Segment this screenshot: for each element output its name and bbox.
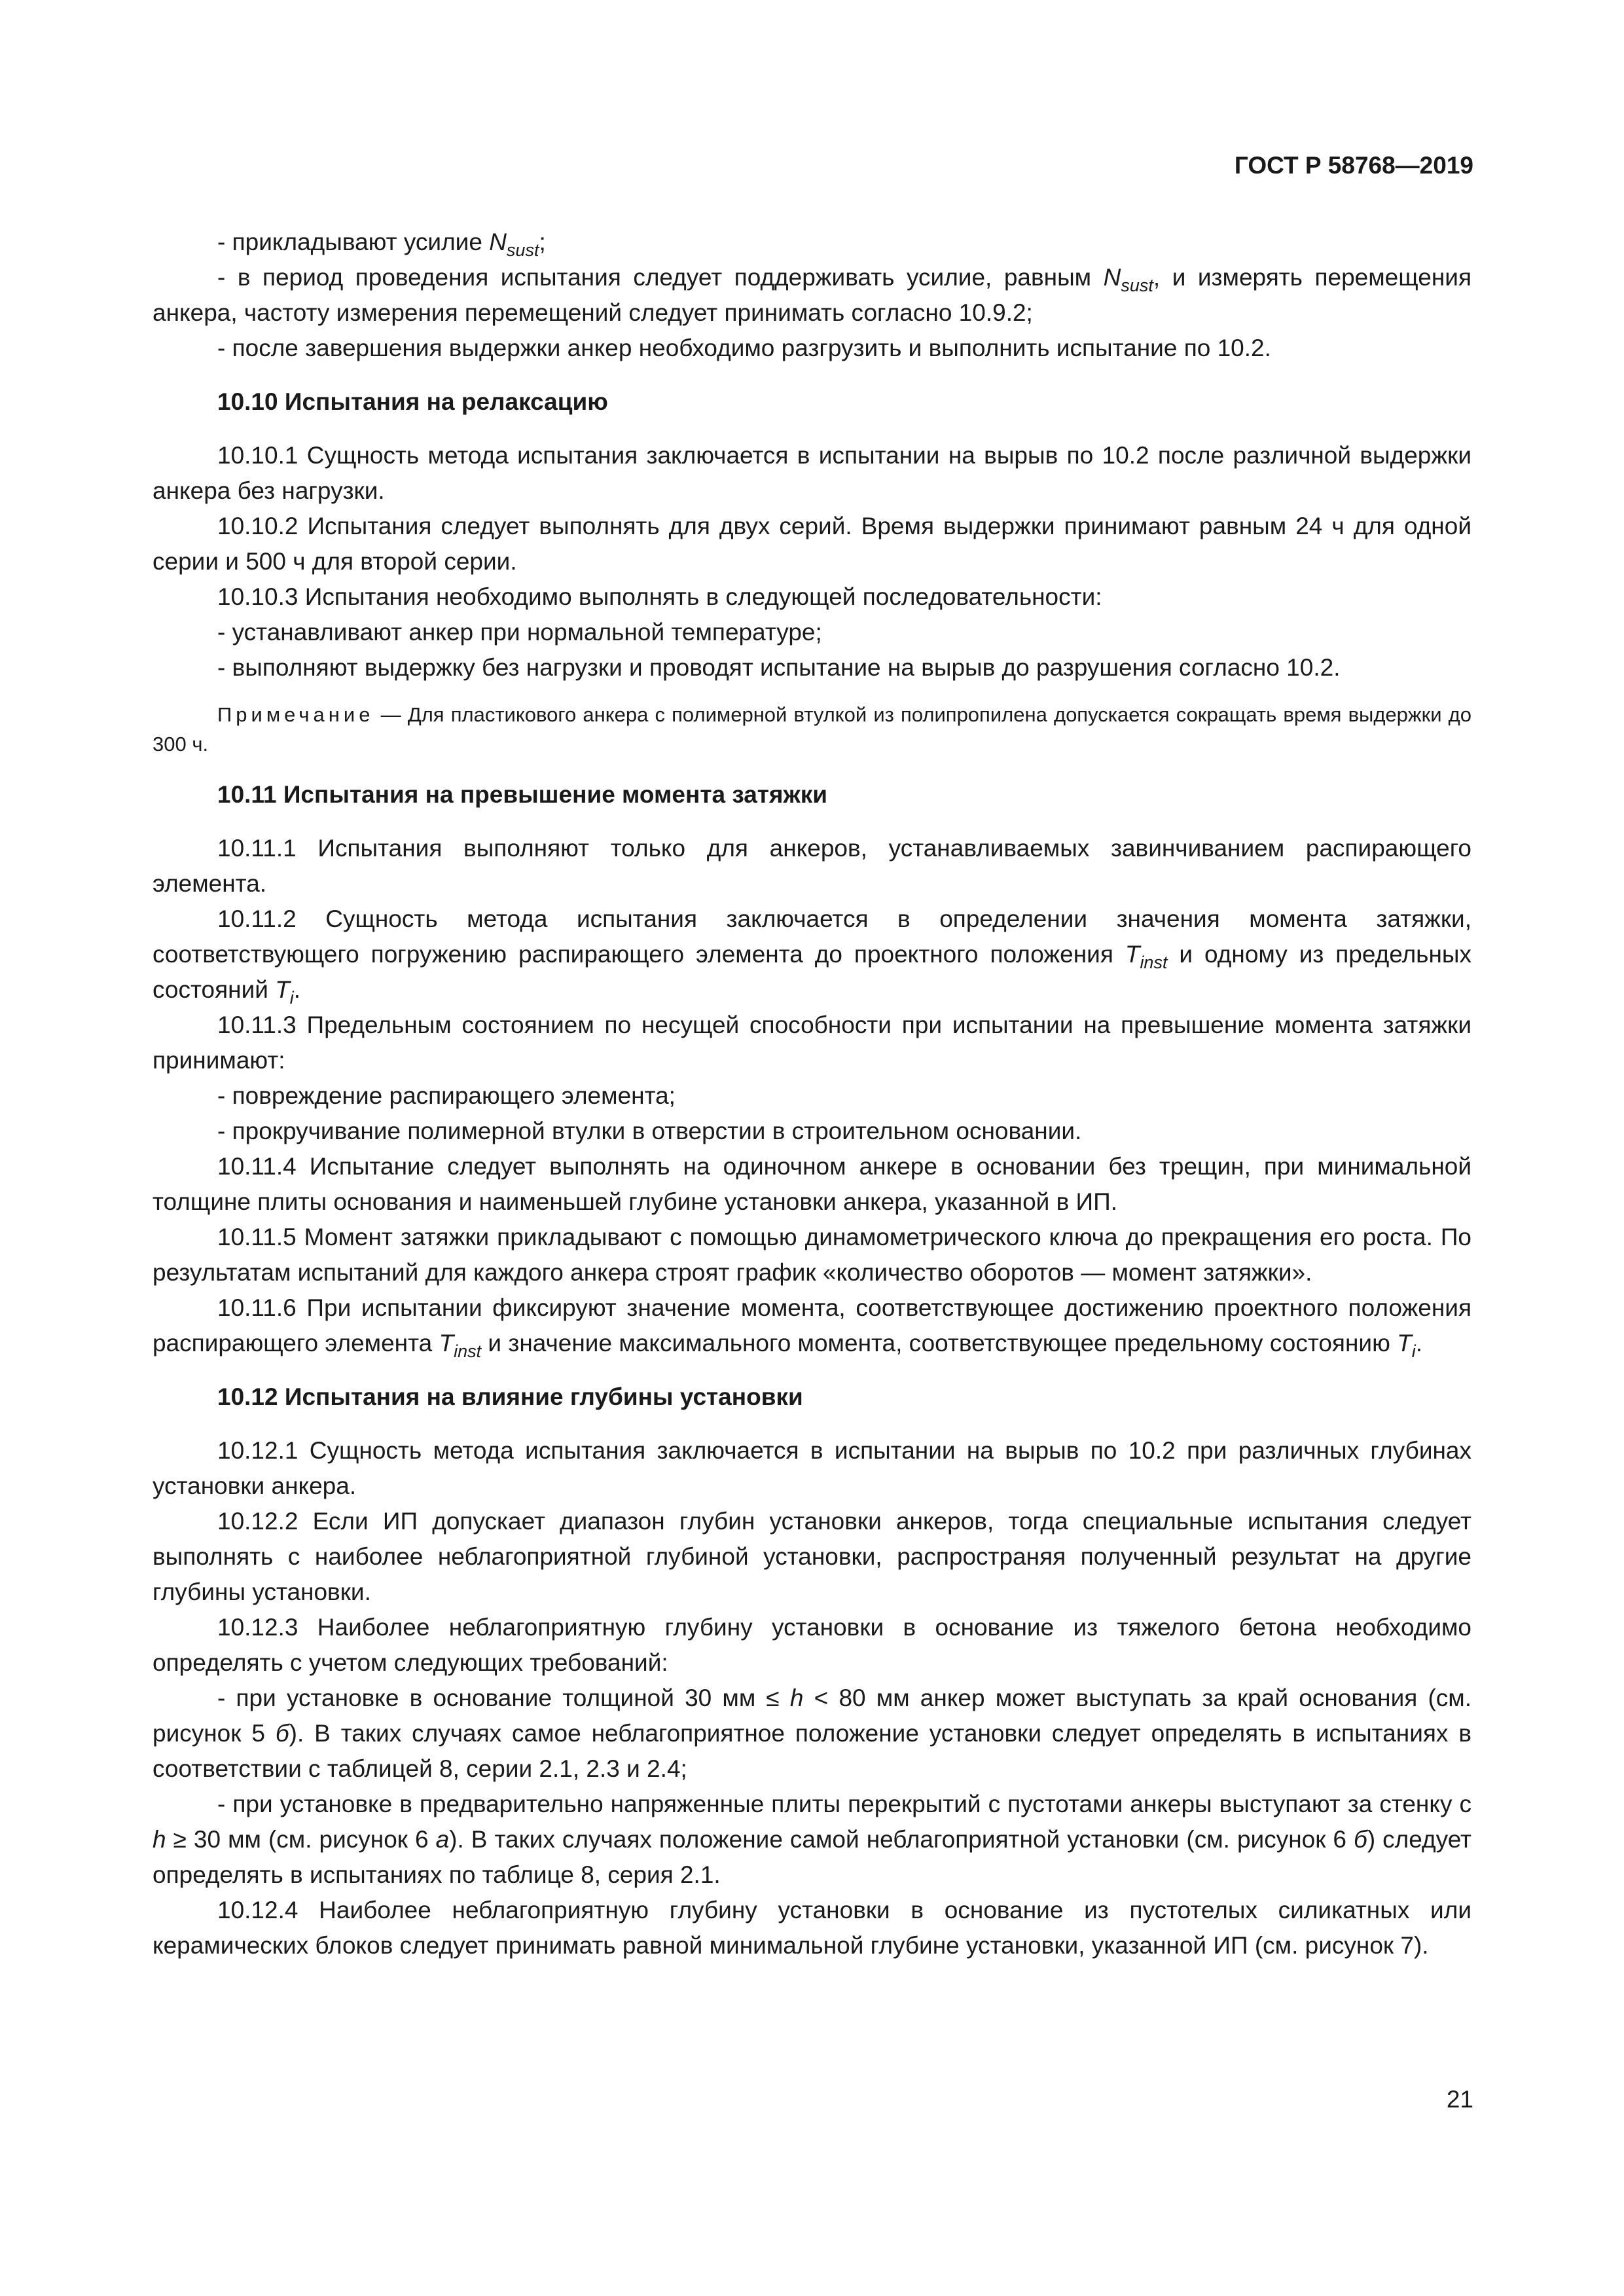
document-header: ГОСТ Р 58768—2019 [1234, 152, 1473, 179]
section-heading-10-10: 10.10 Испытания на релаксацию [217, 388, 608, 415]
list-item: - прокручивание полимерной втулки в отверстии в строительном основании. [217, 1118, 1082, 1144]
paragraph: 10.12.1 Сущность метода испытания заключается в испытании на вырыв по 10.2 при различных глубинах установки анкера. [153, 1437, 1471, 1499]
list-item: - выполняют выдержку без нагрузки и проводят испытание на вырыв до разрушения согласно 10.2. [217, 654, 1341, 681]
page-content [153, 225, 1471, 1963]
paragraph: 10.12.2 Если ИП допускает диапазон глубин установки анкеров, тогда специальные испытания следует выполнять с наиболее неблагоприятной глубиной установки, распространяя полученный результат на другие глубины установки. [153, 1508, 1471, 1605]
paragraph: 10.11.2 Сущность метода испытания заключается в определении значения момента затяжки, соответствующего погружению распирающего элемента до проектного положения $T_{inst}$ и одному из предельных состояний $T_i$. [153, 905, 1471, 1008]
list-item: - повреждение распирающего элемента; [217, 1082, 676, 1109]
paragraph: - в период проведения испытания следует поддерживать усилие, равным $N_{sust}$, и измерять перемещения анкера, частоту измерения перемещений следует принимать согласно 10.9.2; [153, 264, 1471, 326]
paragraph: 10.11.3 Предельным состоянием по несущей способности при испытании на превышение момента затяжки принимают: [153, 1011, 1471, 1074]
list-item: - устанавливают анкер при нормальной температуре; [217, 619, 822, 646]
paragraph: 10.10.1 Сущность метода испытания заключается в испытании на вырыв по 10.2 после различной выдержки анкера без нагрузки. [153, 442, 1471, 504]
page-number: 21 [1446, 2086, 1473, 2113]
section-heading-10-12: 10.12 Испытания на влияние глубины установки [217, 1383, 803, 1410]
list-item: - при установке в основание толщиной 30 мм ≤ h < 80 мм анкер может выступать за край основания (см. рисунок 5 б). В таких случаях самое неблагоприятное положение установки следует определять в испытаниях в соответствии с таблицей 8, серии 2.1, 2.3 и 2.4; [153, 1685, 1472, 1782]
paragraph: - после завершения выдержки анкер необходимо разгрузить и выполнить испытание по 10.2. [217, 335, 1271, 361]
note-label: Примечание [217, 703, 374, 726]
paragraph: 10.10.2 Испытания следует выполнять для двух серий. Время выдержки принимают равным 24 ч для одной серии и 500 ч для второй серии. [153, 513, 1471, 575]
note: Примечание — Для пластикового анкера с полимерной втулкой из полипропилена допускается сокращать время выдержки до 300 ч. [153, 703, 1471, 756]
paragraph: - прикладывают усилие $N_{sust}$; [217, 228, 546, 260]
list-item: - при установке в предварительно напряженные плиты перекрытий с пустотами анкеры выступают за стенку с h ≥ 30 мм (см. рисунок 6 а). В таких случаях положение самой неблагоприятной установки (см. рисунок 6 б) следует определять в испытаниях по таблице 8, серия 2.1. [153, 1791, 1472, 1888]
paragraph: 10.11.5 Момент затяжки прикладывают с помощью динамометрического ключа до прекращения его роста. По результатам испытаний для каждого анкера строят график «количество оборотов — момент затяжки». [153, 1224, 1471, 1286]
paragraph: 10.11.6 При испытании фиксируют значение момента, соответствующее достижению проектного положения распирающего элемента $T_{inst}$ и значение максимального момента, соответствующее предельному состоянию $T_i$. [153, 1294, 1471, 1361]
section-heading-10-11: 10.11 Испытания на превышение момента затяжки [217, 781, 828, 808]
paragraph: 10.11.4 Испытание следует выполнять на одиночном анкере в основании без трещин, при минимальной толщине плиты основания и наименьшей глубине установки анкера, указанной в ИП. [153, 1153, 1471, 1215]
paragraph: 10.12.4 Наиболее неблагоприятную глубину установки в основание из пустотелых силикатных или керамических блоков следует принимать равной минимальной глубине установки, указанной ИП (см. рисунок 7). [153, 1897, 1471, 1959]
paragraph: 10.12.3 Наиболее неблагоприятную глубину установки в основание из тяжелого бетона необходимо определять с учетом следующих требований: [153, 1614, 1471, 1676]
paragraph: 10.10.3 Испытания необходимо выполнять в следующей последовательности: [217, 583, 1102, 610]
paragraph: 10.11.1 Испытания выполняют только для анкеров, устанавливаемых завинчиванием распирающего элемента. [153, 835, 1471, 897]
